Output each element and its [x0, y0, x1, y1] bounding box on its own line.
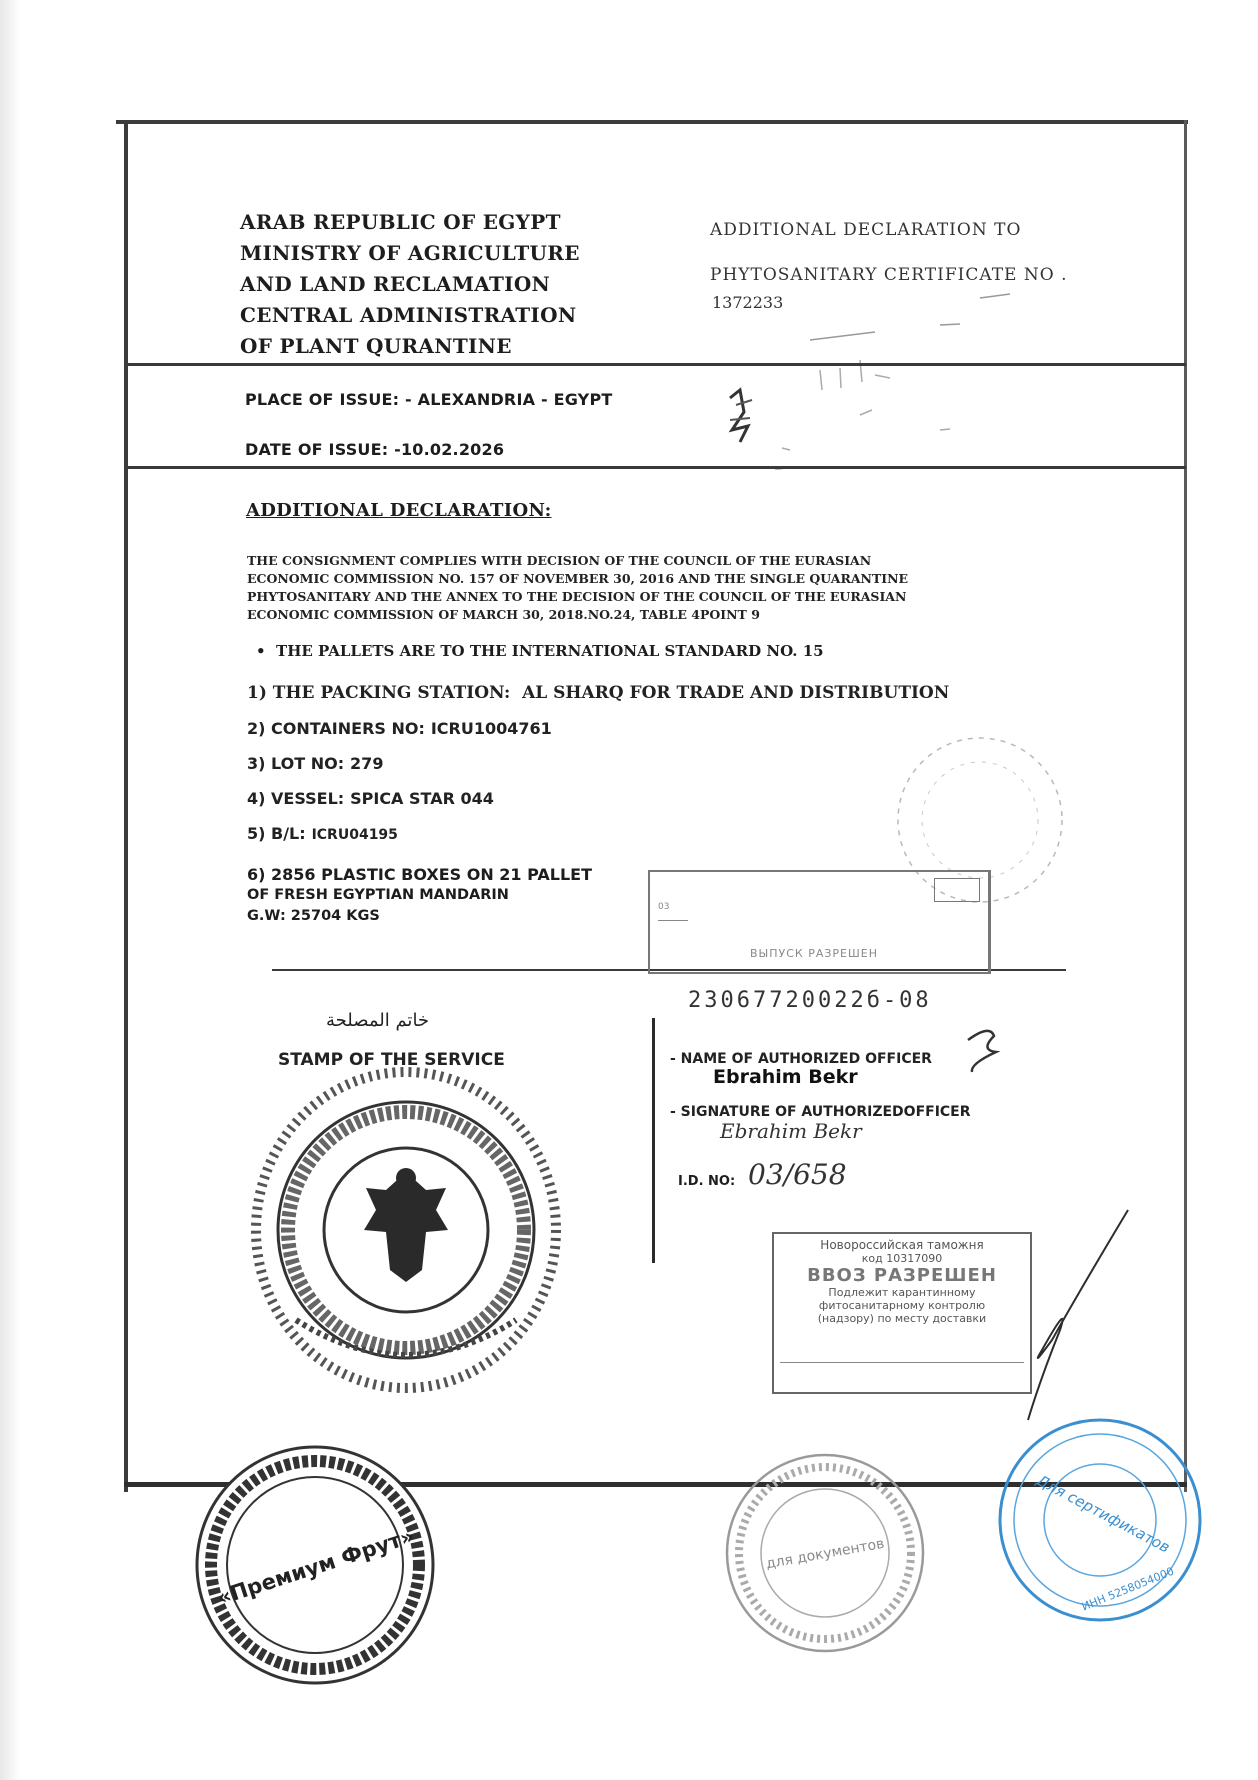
- item-value: 279: [350, 754, 384, 773]
- item-packing-station: [247, 683, 949, 703]
- issue-divider: [126, 466, 1186, 469]
- place-of-issue: PLACE OF ISSUE: - ALEXANDRIA - EGYPT: [245, 390, 613, 409]
- item-containers: [247, 719, 552, 739]
- authority-line-3: AND LAND RECLAMATION: [240, 272, 551, 296]
- declaration-line-2: ECONOMIC COMMISSION NO. 157 OF NOVEMBER 30, 2016 AND THE SINGLE QUARANTINE: [247, 571, 909, 586]
- scan-edge-shadow: [0, 0, 20, 1780]
- item-bill-of-lading: [247, 824, 398, 844]
- seal-premium-frut: [190, 1440, 440, 1690]
- frame-left-border: [124, 120, 128, 1492]
- id-number: 03/658: [748, 1158, 847, 1191]
- ru-stamp-line-2: код 10317090: [861, 1252, 943, 1265]
- ministry-seal: [236, 1060, 576, 1400]
- cargo-line-2: OF FRESH EGYPTIAN MANDARIN: [247, 887, 509, 903]
- ru-stamp-line-6: (надзору) по месту доставки: [817, 1312, 987, 1325]
- seal-premium-text: «Премиум Фрут»: [214, 1523, 418, 1611]
- signature-column-divider: [652, 1018, 655, 1263]
- bullet-dot: •: [256, 642, 277, 660]
- stamp-label-english: STAMP OF THE SERVICE: [278, 1050, 505, 1070]
- customs-release-stamp: 03 ВЫПУСК РАЗРЕШЕН: [648, 870, 991, 974]
- declaration-line-1: THE CONSIGNMENT COMPLIES WITH DECISION OF THE COUNCIL OF THE EURASIAN: [247, 553, 872, 568]
- item-cargo: [247, 864, 592, 927]
- issuing-authority: [240, 207, 580, 362]
- id-label: I.D. NO:: [678, 1174, 736, 1189]
- declaration-line-4: ECONOMIC COMMISSION OF MARCH 30, 2018.NO.24, TABLE 4POINT 9: [247, 607, 760, 622]
- authority-line-2: MINISTRY OF AGRICULTURE: [240, 241, 580, 265]
- officer-name-label: - NAME OF AUTHORIZED OFFICER: [670, 1051, 932, 1067]
- item-value: ICRU04195: [311, 827, 398, 843]
- customs-registration-number: 23067720022б-08: [688, 988, 932, 1013]
- ru-stamp-line-1: Новороссийская таможня: [820, 1238, 984, 1252]
- authority-line-5: OF PLANT QURANTINE: [240, 334, 512, 358]
- header-declaration-title: ADDITIONAL DECLARATION TO: [710, 220, 1022, 240]
- seal-docs-text: для документов: [764, 1535, 886, 1573]
- declaration-line-3: PHYTOSANITARY AND THE ANNEX TO THE DECISION OF THE COUNCIL OF THE EURASIAN: [247, 589, 907, 604]
- item-value: AL SHARQ FOR TRADE AND DISTRIBUTION: [522, 683, 950, 703]
- additional-declaration-title: ADDITIONAL DECLARATION:: [246, 500, 552, 521]
- declaration-paragraph: [247, 552, 908, 624]
- signature-scribble-small: [960, 1020, 1020, 1080]
- ru-stamp-line-3: ВВОЗ РАЗРЕШЕН: [807, 1265, 997, 1286]
- officer-name: Ebrahim Bekr: [713, 1066, 858, 1088]
- item-label: 1) THE PACKING STATION:: [247, 683, 511, 703]
- seal-blue-text: Для сертификатов: [1033, 1471, 1173, 1557]
- item-label: 5) B/L:: [247, 824, 306, 843]
- ru-stamp-line-4: Подлежит карантинному: [828, 1286, 976, 1299]
- scan-marks: [700, 280, 1130, 470]
- cargo-line-1: 6) 2856 PLASTIC BOXES ON 21 PALLET: [247, 865, 592, 884]
- certificate-number: 1372233: [712, 293, 784, 312]
- item-label: 2) CONTAINERS NO:: [247, 719, 425, 738]
- item-value: ICRU1004761: [430, 719, 552, 738]
- seal-for-documents: [720, 1448, 930, 1658]
- item-vessel: [247, 789, 494, 809]
- frame-right-border: [1184, 120, 1187, 1492]
- header-divider: [126, 363, 1186, 366]
- signature-large-stroke: [1000, 1200, 1140, 1440]
- item-value: SPICA STAR 044: [350, 789, 494, 808]
- item-lot: [247, 754, 383, 774]
- item-label: 3) LOT NO:: [247, 754, 345, 773]
- authority-line-1: ARAB REPUBLIC OF EGYPT: [240, 210, 561, 234]
- handwritten-signature: Ebrahim Bekr: [720, 1119, 862, 1143]
- ru-stamp-line-5: фитосанитарному контролю: [818, 1299, 986, 1312]
- stamp-label-arabic: خاتم المصلحة: [326, 1010, 430, 1031]
- seal-blue-certificates: [990, 1410, 1210, 1630]
- pallet-bullet: [256, 642, 824, 660]
- frame-top-border: [116, 120, 1188, 124]
- russian-customs-stamp: [772, 1232, 1032, 1394]
- customs-stamp-caption: ВЫПУСК РАЗРЕШЕН: [750, 947, 878, 960]
- cargo-line-3: G.W: 25704 KGS: [247, 908, 380, 924]
- bullet-text: THE PALLETS ARE TO THE INTERNATIONAL STANDARD NO. 15: [276, 642, 824, 660]
- header-certificate-label: PHYTOSANITARY CERTIFICATE NO .: [710, 265, 1068, 285]
- signature-label: - SIGNATURE OF AUTHORIZEDOFFICER: [670, 1104, 971, 1120]
- seal-blue-ring-text: ИНН 5258054000: [1079, 1564, 1176, 1614]
- date-of-issue: DATE OF ISSUE: -10.02.2026: [245, 440, 505, 459]
- authority-line-4: CENTRAL ADMINISTRATION: [240, 303, 577, 327]
- item-label: 4) VESSEL:: [247, 789, 345, 808]
